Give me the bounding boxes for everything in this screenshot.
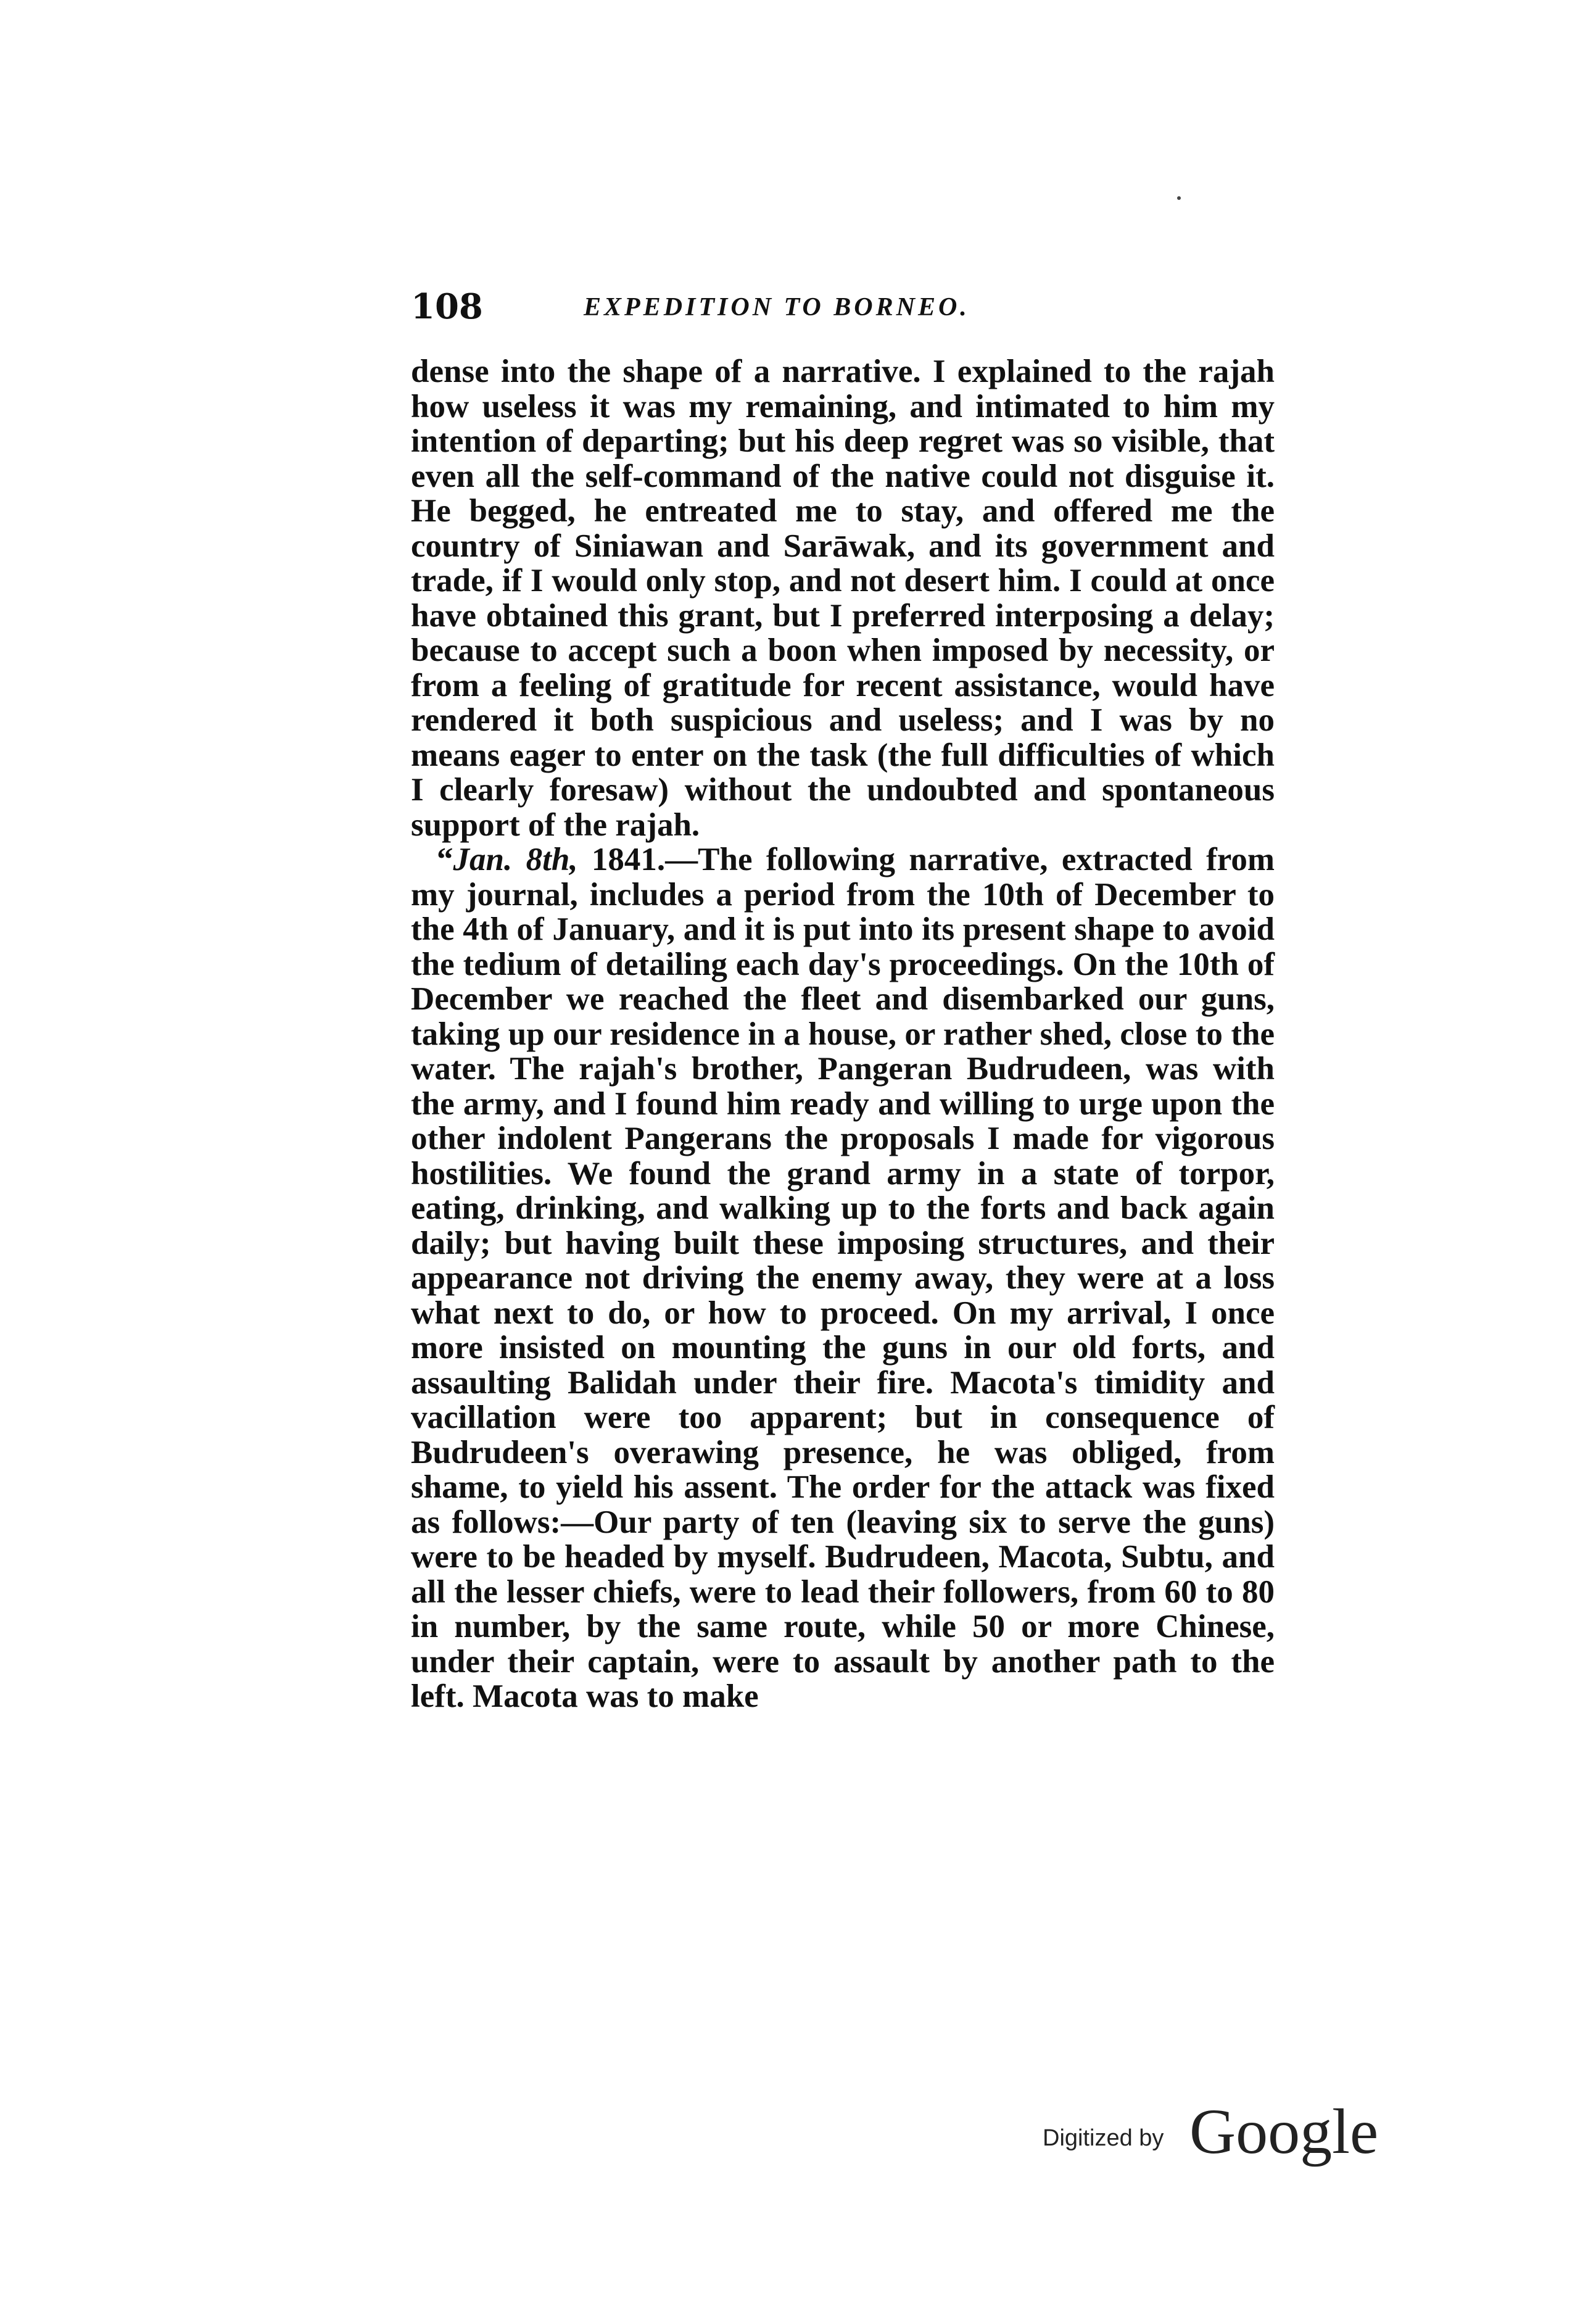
paragraph-2 <box>411 842 1275 1714</box>
scan-speck <box>1177 196 1181 200</box>
open-quote: “ <box>437 842 453 877</box>
running-head <box>411 285 1275 328</box>
digitized-by-label: Digitized by <box>1043 2125 1164 2151</box>
page-number: 108 <box>411 286 483 327</box>
running-title: EXPEDITION TO BORNEO. <box>584 293 970 321</box>
paragraph-1: dense into the shape of a narrative. I explained to the rajah how useless it was my remaining, and intimated to him my intention of departing; but his deep regret was so visible, that even all the self-command of the native could not disguise it. He begged, he entreated me to stay, and offered me the country of Siniawan and Sarāwak, and its government and trade, if I would only stop, and not desert him. I could at once have obtained this grant, but I preferred interposing a delay; because to accept such a boon when imposed by necessity, or from a feeling of gratitude for recent assistance, would have rendered it both suspicious and useless; and I was by no means eager to enter on the task (the full difficulties of which I clearly foresaw) without the undoubted and spontaneous support of the rajah. <box>411 354 1275 843</box>
paragraph-2-text: 1841.—The following narrative, extracted from my journal, includes a period from the 10th of December to the 4th of January, and it is put into its present shape to avoid the tedium of detailing each day's proceedings. On the 10th of December we reached the fleet and disembarked our guns, taking up our residence in a house, or rather shed, close to the water. The rajah's brother, Pangeran Budrudeen, was with the army, and I found him ready and willing to urge upon the other indolent Pangerans the proposals I made for vigorous hostilities. We found the grand army in a state of torpor, eating, drinking, and walking up to the forts and back again daily; but having built these imposing structures, and their appearance not driving the enemy away, they were at a loss what next to do, or how to proceed. On my arrival, I once more insisted on mounting the guns in our old forts, and assaulting Balidah under their fire. Macota's timidity and vacillation were too apparent; but in consequence of Budrudeen's overawing presence, he was obliged, from shame, to yield his assent. The order for the attack was fixed as follows:—Our party of ten (leaving six to serve the guns) were to be headed by myself. Budrudeen, Macota, Subtu, and all the lesser chiefs, were to lead their followers, from 60 to 80 in number, by the same route, while 50 or more Chinese, under their captain, were to assault by another path to the left. Macota was to make <box>411 842 1275 1714</box>
journal-date: Jan. 8th, <box>453 842 578 877</box>
google-logo: Google <box>1189 2096 1379 2167</box>
body-text <box>411 354 1275 1714</box>
digitized-footer <box>1043 2098 1388 2172</box>
